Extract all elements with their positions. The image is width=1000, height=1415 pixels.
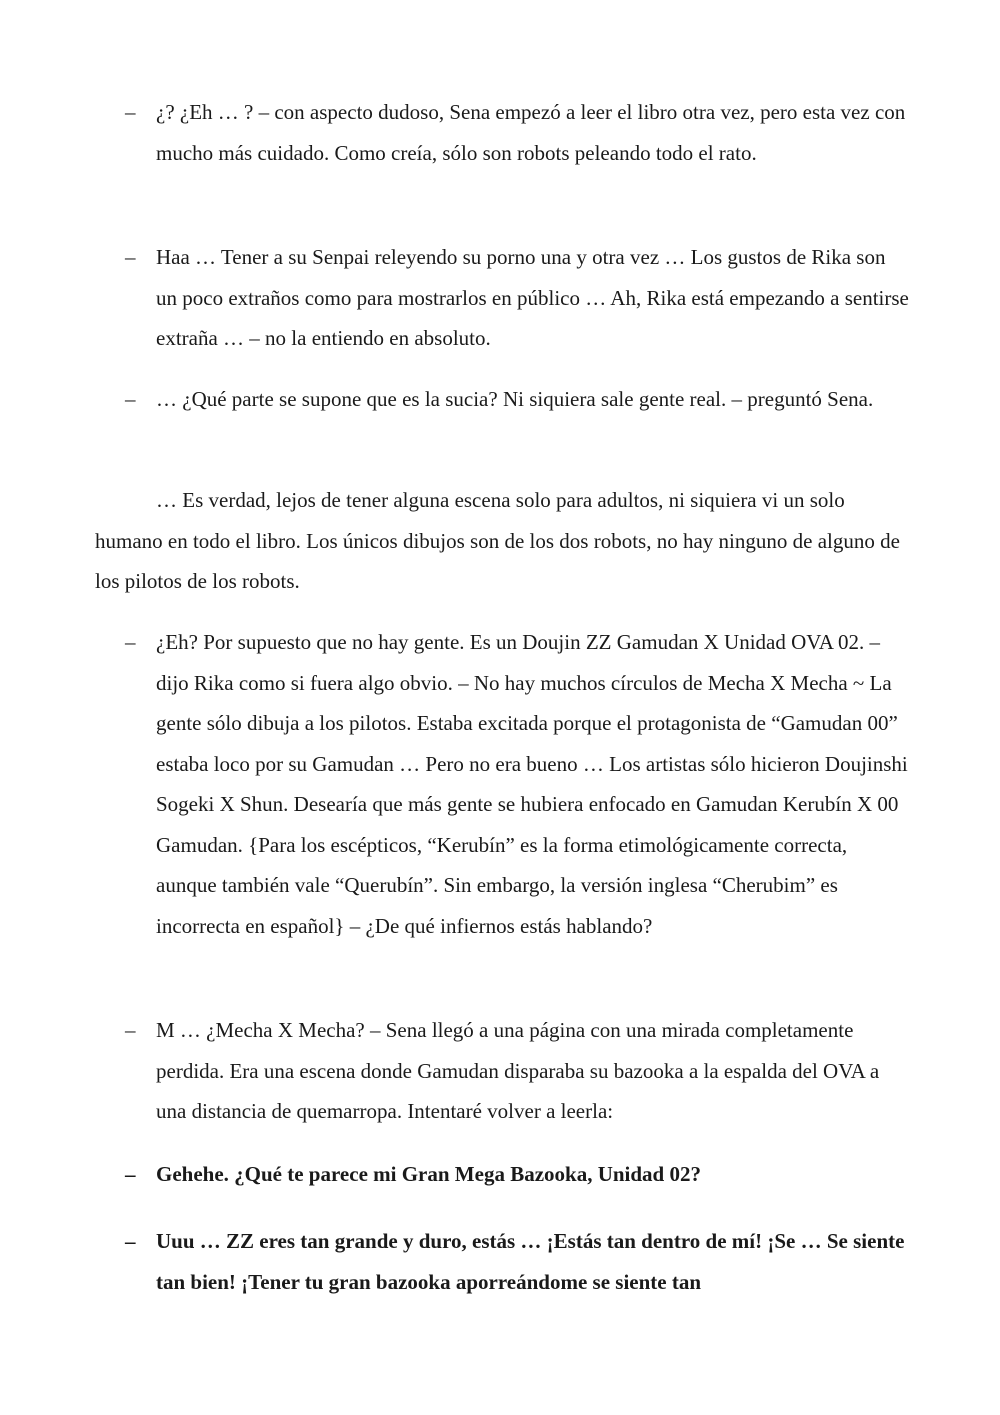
dialogue-dash: – (125, 245, 136, 269)
dialogue-paragraph (95, 379, 910, 420)
dialogue-text: ¿Eh? Por supuesto que no hay gente. Es un Doujin ZZ Gamudan X Unidad OVA 02. – dijo Rika como si fuera algo obvio. – No hay muchos círculos de Mecha X Mecha ~ La gente sólo dibuja a los pilotos. Estaba excitada porque el protagonista de “Gamudan 00” estaba loco por su Gamudan … Pero no era bueno … Los artistas sólo hicieron Doujinshi Sogeki X Shun. Desearía que más gente se hubiera enfocado en Gamudan Kerubín X 00 Gamudan. {Para los escépticos, “Kerubín” es la forma etimológicamente correcta, aunque también vale “Querubín”. Sin embargo, la versión inglesa “Cherubim” es incorrecta en español} – ¿De qué infiernos estás hablando? (156, 630, 908, 938)
dialogue-text: … ¿Qué parte se supone que es la sucia? Ni siquiera sale gente real. – preguntó Sena. (156, 387, 874, 411)
dialogue-text: ¿? ¿Eh … ? – con aspecto dudoso, Sena empezó a leer el libro otra vez, pero esta vez con mucho más cuidado. Como creía, sólo son robots peleando todo el rato. (156, 100, 906, 165)
dialogue-dash: – (125, 100, 136, 124)
dialogue-paragraph (95, 92, 910, 173)
dialogue-paragraph-bold (95, 1221, 910, 1302)
dialogue-dash: – (125, 387, 136, 411)
dialogue-text: Gehehe. ¿Qué te parece mi Gran Mega Bazooka, Unidad 02? (156, 1162, 701, 1186)
dialogue-dash: – (125, 1018, 136, 1042)
narration-paragraph: … Es verdad, lejos de tener alguna escena solo para adultos, ni siquiera vi un solo humano en todo el libro. Los únicos dibujos son de los dos robots, no hay ninguno de alguno de los pilotos de los robots. (95, 488, 900, 593)
dialogue-text: M … ¿Mecha X Mecha? – Sena llegó a una página con una mirada completamente perdida. Era una escena donde Gamudan disparaba su bazooka a la espalda del OVA a una distancia de quemarropa. Intentaré volver a leerla: (156, 1018, 880, 1123)
dialogue-paragraph (95, 237, 910, 359)
dialogue-dash: – (125, 630, 136, 654)
dialogue-paragraph (95, 622, 910, 946)
dialogue-paragraph-bold (95, 1154, 910, 1195)
dialogue-text: Haa … Tener a su Senpai releyendo su porno una y otra vez … Los gustos de Rika son un poco extraños como para mostrarlos en público … Ah, Rika está empezando a sentirse extraña … – no la entiendo en absoluto. (156, 245, 909, 350)
dialogue-paragraph (95, 1010, 910, 1132)
dialogue-dash: – (125, 1162, 136, 1186)
dialogue-dash: – (125, 1229, 136, 1253)
dialogue-text: Uuu … ZZ eres tan grande y duro, estás … ¡Estás tan dentro de mí! ¡Se … Se siente tan bien! ¡Tener tu gran bazooka aporreándome se siente tan (156, 1229, 905, 1294)
